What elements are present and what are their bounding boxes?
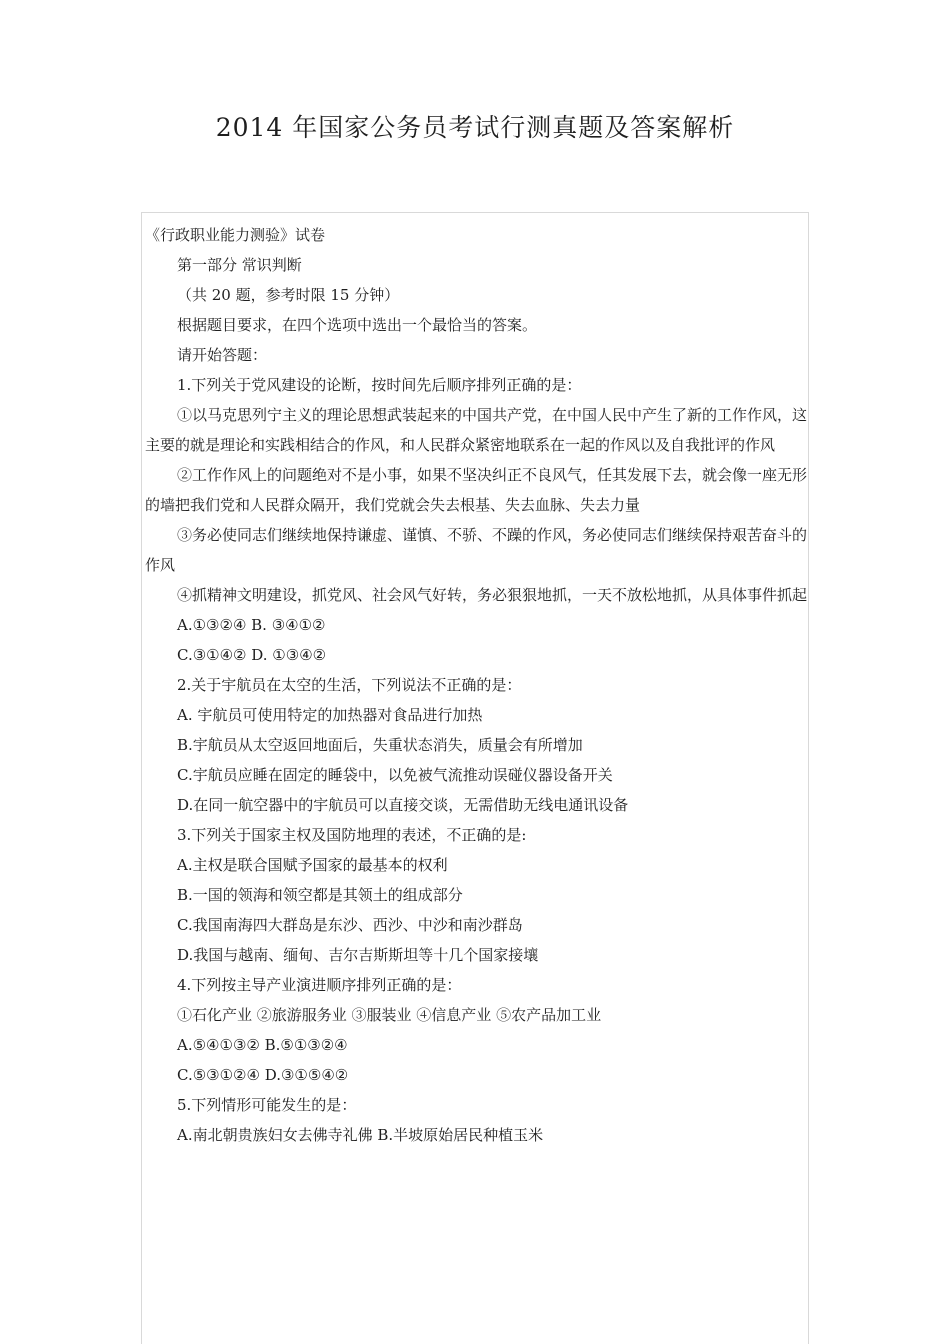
section-heading: 第一部分 常识判断 [177,256,302,274]
question-5-options-ab: A.南北朝贵族妇女去佛寺礼佛 B.半坡原始居民种植玉米 [177,1126,544,1144]
page-title: 2014 年国家公务员考试行测真题及答案解析 [215,113,735,142]
question-1-options-cd: C.③①④② D. ①③④② [177,646,327,664]
question-3-option-b: B.一国的领海和领空都是其领土的组成部分 [177,886,463,904]
question-1-statement-2: ②工作作风上的问题绝对不是小事，如果不坚决纠正不良风气，任其发展下去，就会像一座无形的墙把我们党和人民群众隔开，我们党就会失去根基、失去血脉、失去力量 [145,466,808,514]
exam-content [145,220,807,1150]
question-3-stem: 3.下列关于国家主权及国防地理的表述，不正确的是: [177,826,527,844]
instruction-text: 根据题目要求，在四个选项中选出一个最恰当的答案。 [177,316,538,334]
time-note: （共 20 题，参考时限 15 分钟） [177,286,400,304]
exam-header: 《行政职业能力测验》试卷 [145,226,326,244]
question-2-stem: 2.关于宇航员在太空的生活，下列说法不正确的是： [177,676,522,694]
question-2-option-c: C.宇航员应睡在固定的睡袋中，以免被气流推动误碰仪器设备开关 [177,766,613,784]
question-4-options-cd: C.⑤③①②④ D.③①⑤④② [177,1066,349,1084]
start-prompt: 请开始答题： [177,346,268,364]
question-4-stem: 4.下列按主导产业演进顺序排列正确的是： [177,976,462,994]
question-2-option-d: D.在同一航空器中的宇航员可以直接交谈，无需借助无线电通讯设备 [177,796,629,814]
question-3-option-c: C.我国南海四大群岛是东沙、西沙、中沙和南沙群岛 [177,916,523,934]
question-3-option-d: D.我国与越南、缅甸、吉尔吉斯斯坦等十几个国家接壤 [177,946,539,964]
question-1-statement-1: ①以马克思列宁主义的理论思想武装起来的中国共产党，在中国人民中产生了新的工作作风，这主要的就是理论和实践相结合的作风，和人民群众紧密地联系在一起的作风以及自我批评的作风 [145,406,808,454]
question-2-option-a: A. 宇航员可使用特定的加热器对食品进行加热 [177,706,483,724]
question-1-statement-4: ④抓精神文明建设，抓党风、社会风气好转，务必狠狠地抓，一天不放松地抓，从具体事件抓起 [177,586,808,604]
question-1-statement-3: ③务必使同志们继续地保持谦虚、谨慎、不骄、不躁的作风，务必使同志们继续保持艰苦奋斗的作风 [145,526,808,574]
question-4-items: ①石化产业 ②旅游服务业 ③服装业 ④信息产业 ⑤农产品加工业 [177,1006,602,1024]
question-5-stem: 5.下列情形可能发生的是： [177,1096,357,1114]
question-1-options-ab: A.①③②④ B. ③④①② [177,616,326,634]
question-1-stem: 1.下列关于党风建设的论断，按时间先后顺序排列正确的是： [177,376,582,394]
question-2-option-b: B.宇航员从太空返回地面后，失重状态消失，质量会有所增加 [177,736,583,754]
question-3-option-a: A.主权是联合国赋予国家的最基本的权利 [177,856,448,874]
question-4-options-ab: A.⑤④①③② B.⑤①③②④ [177,1036,348,1054]
